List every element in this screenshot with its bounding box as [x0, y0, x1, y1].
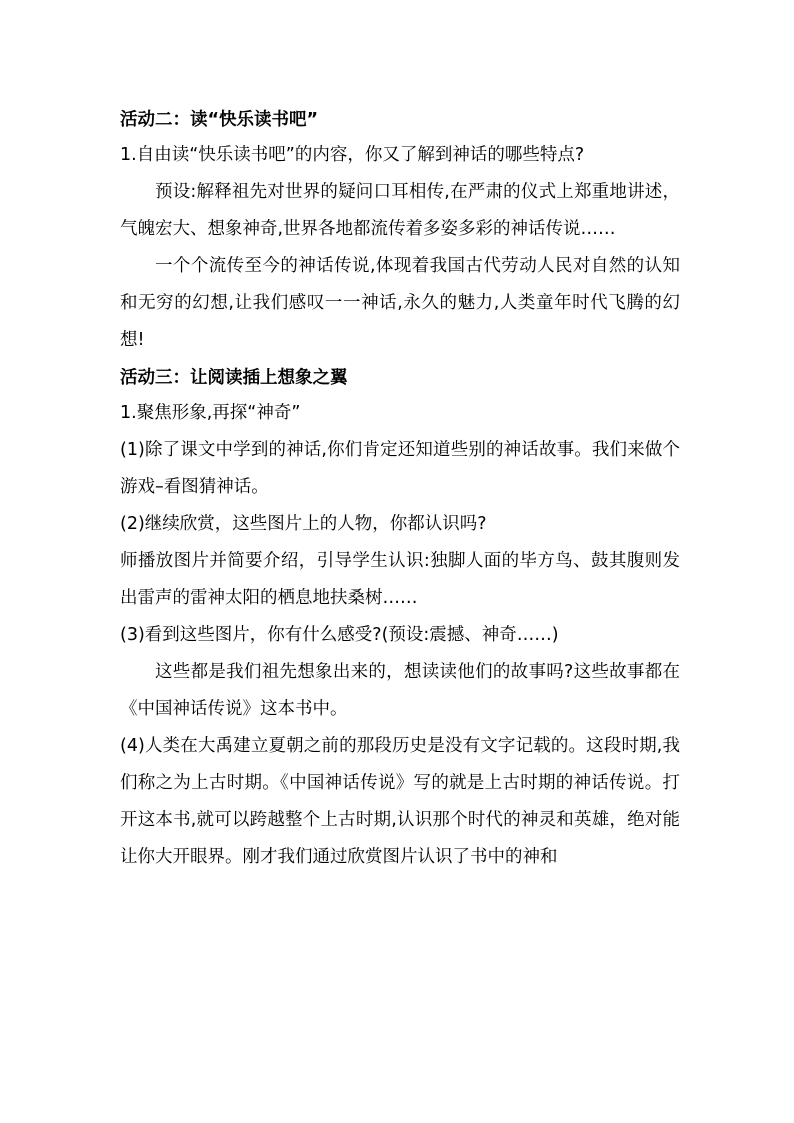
myth-summary-paragraph: 一个个流传至今的神话传说,体现着我国古代劳动人民对自然的认知和无穷的幻想,让我们感叹一一神话,永久的魅力,人类童年时代飞腾的幻想!: [120, 256, 680, 350]
teacher-introduction-paragraph: 师播放图片并简要介绍，引导学生认识:独脚人面的毕方鸟、鼓其腹则发出雷声的雷神太阳的栖息地扶桑树……: [120, 551, 680, 608]
item-2-appreciate-pictures: (2)继续欣赏，这些图片上的人物，你都认识吗?: [120, 514, 487, 534]
question-1-read-happy-reading: 1.自由读“快乐读书吧”的内容，你又了解到神话的哪些特点?: [120, 145, 585, 165]
section-heading-activity-2: 活动二：读“快乐读书吧”: [120, 110, 319, 130]
section-heading-activity-3: 活动三：让阅读插上想象之翼: [120, 368, 348, 388]
book-intro-paragraph: 这些都是我们祖先想象出来的，想读读他们的故事吗?这些故事都在《中国神话传说》这本书中。: [120, 662, 680, 719]
step-1-focus-image: 1.聚焦形象,再探“神奇”: [120, 403, 301, 423]
item-1-guess-myth-game: (1)除了课文中学到的神话,你们肯定还知道些别的神话故事。我们来做个游戏–看图猜神话。: [120, 440, 680, 497]
document-body: [120, 103, 680, 876]
item-3-feelings: (3)看到这些图片，你有什么感受?(预设:震撼、神奇……): [120, 625, 559, 645]
item-4-ancient-period-paragraph: (4)人类在大禹建立夏朝之前的那段历史是没有文字记载的。这段时期,我们称之为上古时期。《中国神话传说》写的就是上古时期的神话传说。打开这本书,就可以跨越整个上古时期,认识那个时代的神灵和英雄，绝对能让你大开眼界。刚才我们通过欣赏图片认识了书中的神和: [120, 736, 680, 867]
preset-answer-paragraph: 预设:解释祖先对世界的疑问口耳相传,在严肃的仪式上郑重地讲述，气魄宏大、想象神奇,世界各地都流传着多姿多彩的神话传说……: [120, 182, 680, 239]
